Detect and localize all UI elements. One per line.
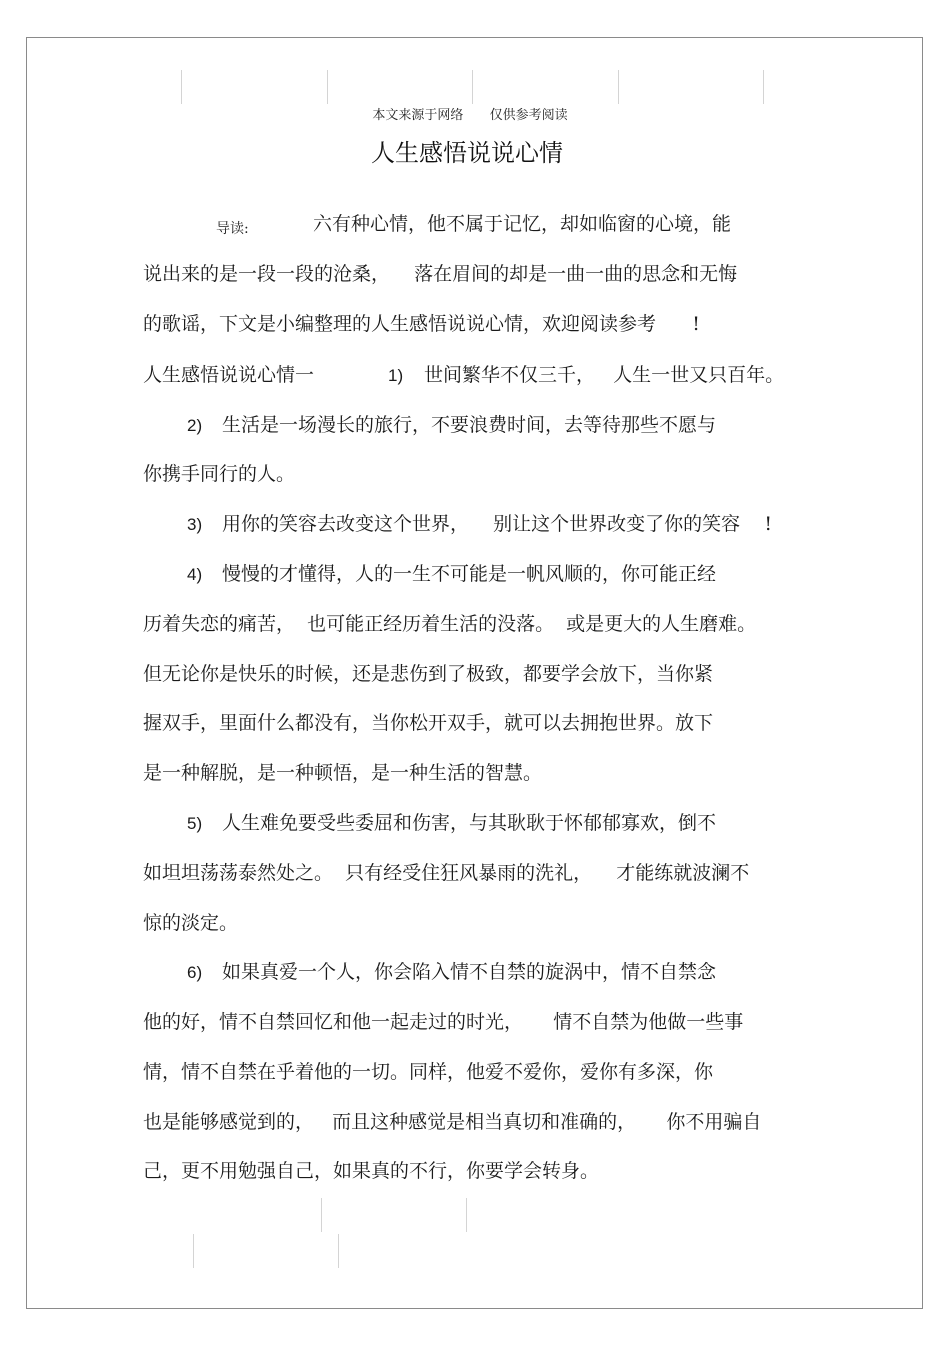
item-line: 慢慢的才懂得，人的一生不可能是一帆风顺的，你可能正经 bbox=[222, 563, 717, 585]
document-title: 人生感悟说说心情 bbox=[371, 139, 563, 167]
item-line: 历着失恋的痛苦， 也可能正经历着生活的没落。 或是更大的人生磨难。 bbox=[143, 613, 757, 635]
item-number: 6) bbox=[187, 963, 203, 982]
section-heading: 人生感悟说说心情一 bbox=[143, 364, 315, 386]
item-line: 握双手，里面什么都没有，当你松开双手，就可以去拥抱世界。放下 bbox=[143, 712, 714, 734]
artifact-tick bbox=[327, 70, 328, 104]
item-line: 也是能够感觉到的， 而且这种感觉是相当真切和准确的， 你不用骗自 bbox=[143, 1111, 762, 1133]
item-number: 1) bbox=[388, 366, 404, 385]
item-line: 但无论你是快乐的时候，还是悲伤到了极致，都要学会放下，当你紧 bbox=[143, 663, 714, 685]
item-line: 情，情不自禁在乎着他的一切。同样，他爱不爱你，爱你有多深，你 bbox=[143, 1061, 714, 1083]
artifact-tick bbox=[466, 1198, 467, 1232]
artifact-tick bbox=[763, 70, 764, 104]
item-line: 人生难免要受些委屈和伤害，与其耿耿于怀郁郁寡欢，倒不 bbox=[222, 812, 717, 834]
item-line: 是一种解脱，是一种顿悟，是一种生活的智慧。 bbox=[143, 762, 543, 784]
item-line: 如坦坦荡荡泰然处之。 只有经受住狂风暴雨的洗礼， 才能练就波澜不 bbox=[143, 862, 750, 884]
item-number: 3) bbox=[187, 515, 203, 534]
intro-line: 的歌谣，下文是小编整理的人生感悟说说心情，欢迎阅读参考 ! bbox=[143, 313, 700, 335]
item-line: 你携手同行的人。 bbox=[143, 463, 296, 485]
artifact-tick bbox=[181, 70, 182, 104]
item-line: 他的好，情不自禁回忆和他一起走过的时光， 情不自禁为他做一些事 bbox=[143, 1011, 744, 1033]
item-line: 如果真爱一个人，你会陷入情不自禁的旋涡中，情不自禁念 bbox=[222, 961, 717, 983]
item-line: 用你的笑容去改变这个世界， 别让这个世界改变了你的笑容 ! bbox=[222, 513, 772, 535]
artifact-tick bbox=[618, 70, 619, 104]
item-number: 5) bbox=[187, 814, 203, 833]
artifact-tick bbox=[321, 1198, 322, 1232]
artifact-tick bbox=[472, 70, 473, 104]
source-note bbox=[0, 104, 940, 123]
item-line: 己，更不用勉强自己，如果真的不行，你要学会转身。 bbox=[143, 1160, 600, 1182]
artifact-tick bbox=[338, 1234, 339, 1268]
intro-line: 说出来的是一段一段的沧桑， 落在眉间的却是一曲一曲的思念和无悔 bbox=[143, 263, 738, 285]
item-line: 惊的淡定。 bbox=[143, 912, 239, 934]
item-number: 4) bbox=[187, 565, 203, 584]
intro-label: 导读: bbox=[216, 221, 249, 237]
artifact-tick bbox=[193, 1234, 194, 1268]
intro-line: 六有种心情，他不属于记忆，却如临窗的心境，能 bbox=[313, 213, 732, 235]
source-note-text: 本文来源于网络 bbox=[372, 108, 464, 123]
item-line: 世间繁华不仅三千， 人生一世又只百年。 bbox=[424, 364, 785, 386]
item-number: 2) bbox=[187, 416, 203, 435]
item-line: 生活是一场漫长的旅行，不要浪费时间，去等待那些不愿与 bbox=[222, 414, 717, 436]
reference-note-text: 仅供参考阅读 bbox=[489, 108, 568, 123]
